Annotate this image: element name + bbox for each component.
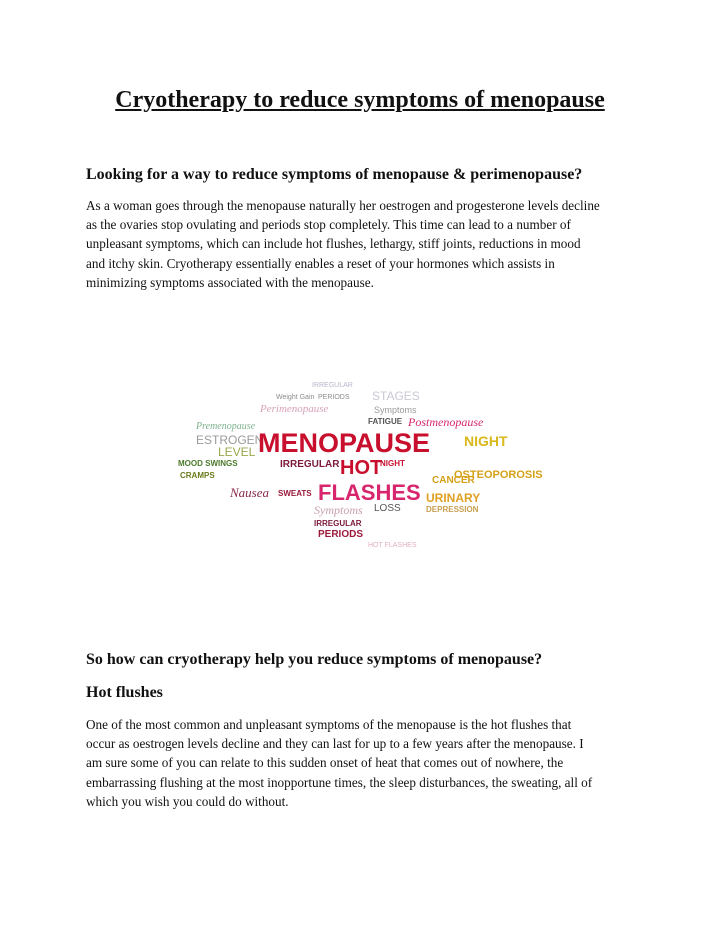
cloud-word: IRREGULAR [280, 459, 340, 470]
paragraph-line: embarrassing flushing at the most inopportune times, the sleep disturbances, the sweating, all of [86, 774, 593, 790]
cloud-word: CRAMPS [180, 471, 215, 480]
cloud-word: NIGHT [380, 459, 405, 468]
cloud-word: FATIGUE [368, 417, 403, 426]
cloud-word: OSTEOPOROSIS [454, 469, 543, 481]
paragraph-line: as the ovaries stop ovulating and periods stop completely. This time can lead to a number of [86, 217, 571, 233]
cloud-word: HOT [340, 457, 383, 479]
cloud-word: SWEATS [278, 489, 312, 498]
cloud-word: PERIODS [318, 529, 364, 540]
section-heading-how: So how can cryotherapy help you reduce symptoms of menopause? [86, 651, 543, 668]
cloud-word: Symptoms [314, 503, 363, 517]
cloud-word: STAGES [372, 389, 420, 403]
section-heading-looking: Looking for a way to reduce symptoms of menopause & perimenopause? [86, 166, 583, 183]
cloud-word: Symptoms [374, 405, 417, 415]
menopause-word-cloud-image [168, 378, 552, 562]
page-title: Cryotherapy to reduce symptoms of menopause [115, 87, 605, 113]
cloud-word: Nausea [230, 485, 269, 500]
cloud-word: URINARY [426, 491, 481, 505]
cloud-word: NIGHT [464, 433, 508, 449]
cloud-word: IRREGULAR [314, 519, 362, 528]
paragraph-line: unpleasant symptoms, which can include hot flushes, lethargy, stiff joints, reductions in mood [86, 236, 581, 252]
cloud-word: MOOD SWINGS [178, 459, 238, 468]
cloud-word: MENOPAUSE [258, 428, 431, 458]
paragraph-line: occur as oestrogen levels decline and they can last for up to a few years after the menopause. I [86, 736, 584, 752]
paragraph-line: and itchy skin. Cryotherapy essentially enables a reset of your hormones which assists in [86, 255, 555, 271]
paragraph-line: am sure some of you can relate to this sudden onset of heat that comes out of nowhere, the [86, 755, 564, 771]
cloud-word: IRREGULAR [312, 382, 353, 389]
paragraph-line: One of the most common and unpleasant symptoms of the menopause is the hot flushes that [86, 717, 572, 732]
hot-flushes-paragraph [86, 715, 642, 811]
cloud-word: CANCER [432, 475, 475, 486]
cloud-word: LOSS [374, 503, 401, 514]
paragraph-line: As a woman goes through the menopause naturally her oestrogen and progesterone levels decline [86, 198, 600, 213]
cloud-word: FLASHES [318, 480, 421, 505]
cloud-word: Weight Gain [276, 394, 315, 401]
cloud-word: Premenopause [196, 421, 256, 432]
cloud-word: LEVEL [218, 445, 256, 459]
paragraph-line: minimizing symptoms associated with the menopause. [86, 274, 374, 290]
cloud-word: ESTROGEN [196, 433, 264, 447]
cloud-word: PERIODS [318, 394, 350, 401]
paragraph-line: which you wish you could do without. [86, 793, 289, 809]
cloud-word: Postmenopause [408, 415, 484, 429]
subheading-hot-flushes: Hot flushes [86, 684, 163, 701]
cloud-word: Perimenopause [260, 403, 329, 415]
intro-paragraph [86, 196, 642, 292]
cloud-word: DEPRESSION [426, 505, 479, 514]
cloud-word: HOT FLASHES [368, 542, 417, 549]
